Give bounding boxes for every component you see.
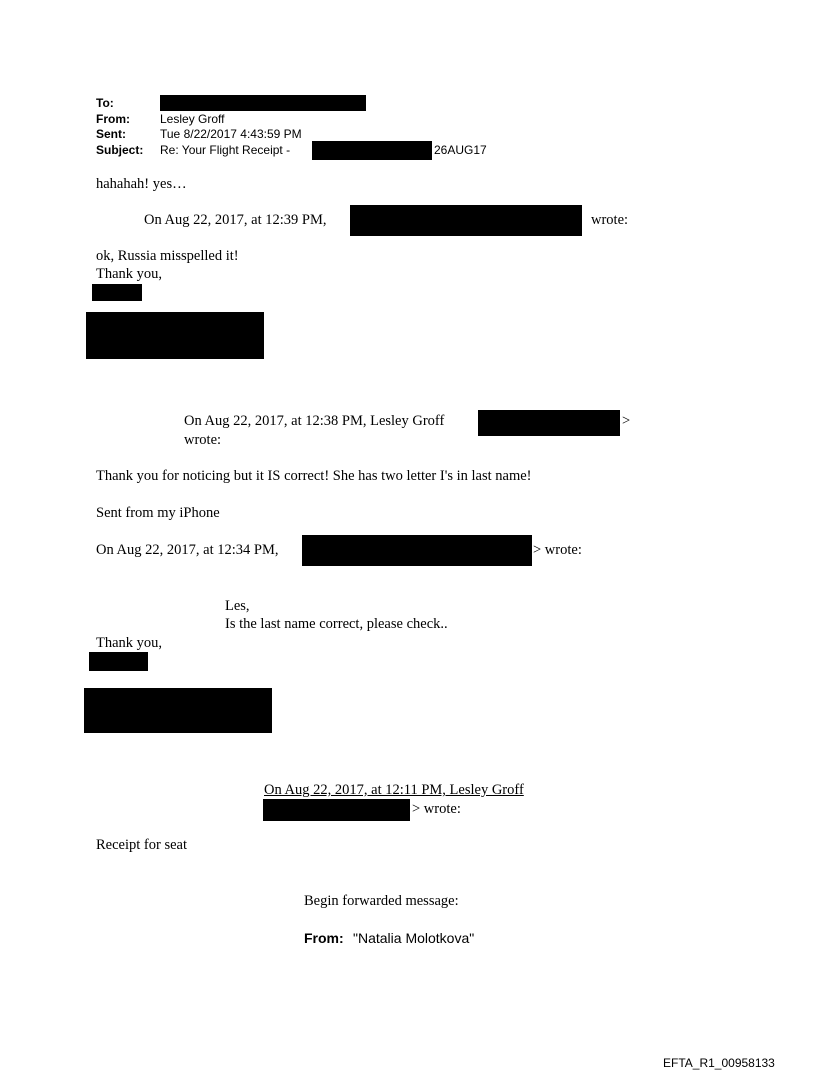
redaction-signature-block-2 [84, 688, 272, 733]
quote-attribution-2-gt: > [622, 413, 631, 429]
from-value: Lesley Groff [160, 112, 225, 126]
redaction-sender-1 [350, 205, 582, 236]
quote-attribution-2: On Aug 22, 2017, at 12:38 PM, Lesley Groff [184, 413, 445, 429]
message-line: Is the last name correct, please check.. [225, 616, 448, 632]
redaction-signature-name-1 [92, 284, 142, 301]
quote-attribution-3-suffix: > wrote: [533, 542, 582, 558]
redaction-subject [312, 141, 432, 160]
redaction-signature-block-1 [86, 312, 264, 359]
message-line: Les, [225, 598, 250, 614]
forwarded-label: Begin forwarded message: [304, 893, 459, 909]
message-line: Thank you, [96, 266, 163, 282]
subject-prefix: Re: Your Flight Receipt - [160, 143, 291, 157]
reply-text: hahahah! yes… [96, 176, 187, 192]
redaction-signature-name-2 [89, 652, 148, 671]
redaction-email-2 [478, 410, 620, 436]
to-label: To: [96, 96, 114, 110]
message-signature: Sent from my iPhone [96, 505, 220, 521]
forwarded-from-value: "Natalia Molotkova" [353, 930, 475, 946]
quote-attribution-2-wrote: wrote: [184, 432, 222, 448]
subject-suffix: 26AUG17 [434, 143, 487, 157]
quote-attribution-3: On Aug 22, 2017, at 12:34 PM, [96, 542, 279, 558]
message-line: ok, Russia misspelled it! [96, 248, 239, 264]
subject-label: Subject: [96, 143, 144, 157]
sent-value: Tue 8/22/2017 4:43:59 PM [160, 127, 302, 141]
redaction-sender-3 [302, 535, 532, 566]
message-line: Thank you, [96, 635, 163, 651]
quote-attribution-1: On Aug 22, 2017, at 12:39 PM, [144, 212, 327, 228]
message-line: Thank you for noticing but it IS correct! She has two letter I's in last name! [96, 468, 532, 484]
from-label: From: [96, 112, 130, 126]
sent-label: Sent: [96, 127, 126, 141]
quote-attribution-4: On Aug 22, 2017, at 12:11 PM, Lesley Groff [264, 782, 524, 798]
forwarded-from-label: From: [304, 930, 344, 946]
redaction-email-4 [263, 799, 410, 821]
bates-number: EFTA_R1_00958133 [663, 1056, 775, 1070]
redaction-to [160, 95, 366, 111]
quote-attribution-1-suffix: wrote: [591, 212, 629, 228]
quote-attribution-4-wrote: > wrote: [412, 801, 461, 817]
message-line: Receipt for seat [96, 837, 187, 853]
